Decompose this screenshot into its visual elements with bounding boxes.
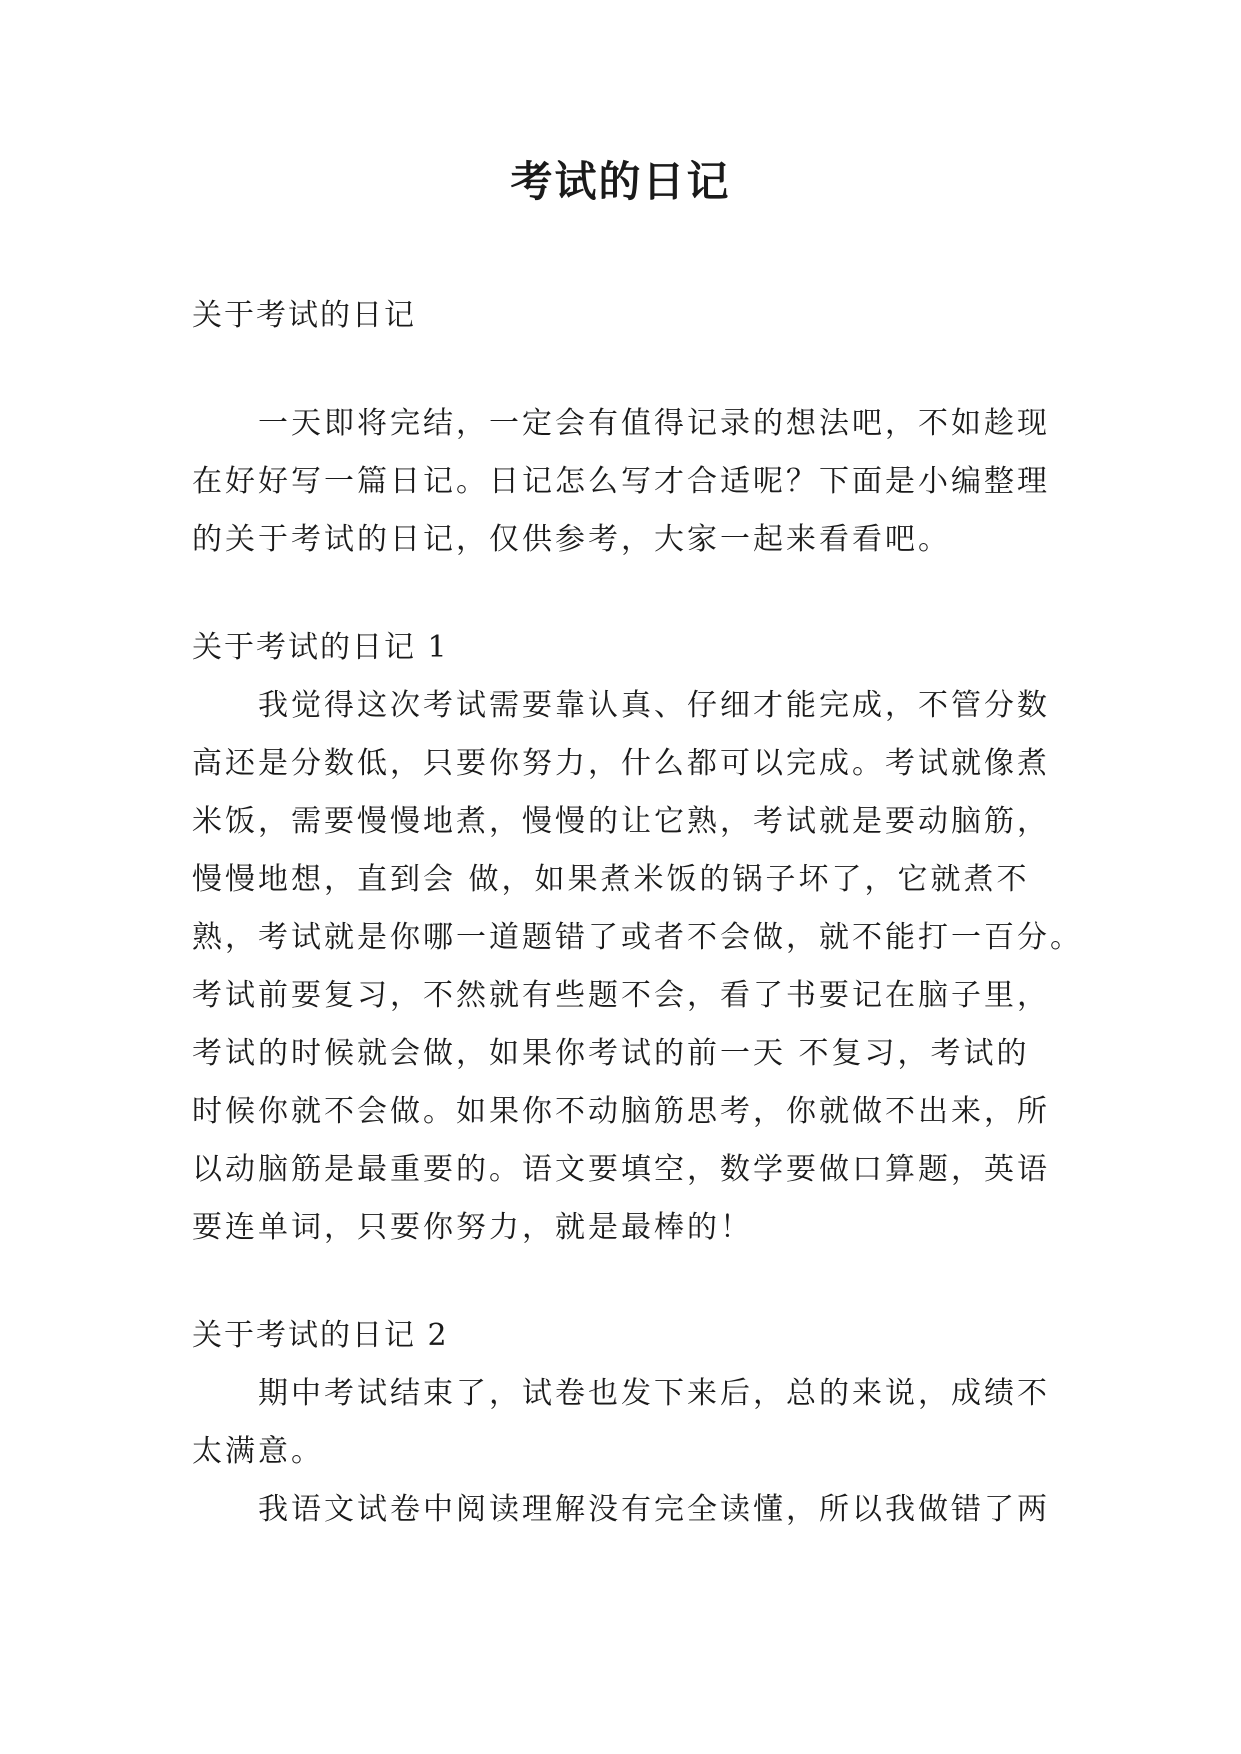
intro-line: 在好好写一篇日记。日记怎么写才合适呢？下面是小编整理 <box>192 464 1050 499</box>
paragraph-line: 米饭，需要慢慢地煮，慢慢的让它熟，考试就是要动脑筋， <box>192 804 1050 839</box>
paragraph-line: 我语文试卷中阅读理解没有完全读懂，所以我做错了两 <box>258 1492 1050 1527</box>
paragraph-line: 考试的时候就会做，如果你考试的前一天 不复习，考试的 <box>192 1036 1030 1071</box>
paragraph-line: 期中考试结束了，试卷也发下来后，总的来说，成绩不 <box>258 1376 1050 1411</box>
paragraph-line: 要连单词，只要你努力，就是最棒的！ <box>192 1210 753 1245</box>
paragraph-line: 考试前要复习，不然就有些题不会，看了书要记在脑子里， <box>192 978 1050 1013</box>
paragraph-line: 熟，考试就是你哪一道题错了或者不会做，就不能打一百分。 <box>192 920 1083 955</box>
intro-line: 一天即将完结，一定会有值得记录的想法吧，不如趁现 <box>258 406 1050 441</box>
paragraph-line: 以动脑筋是最重要的。语文要填空，数学要做口算题，英语 <box>192 1152 1050 1187</box>
document-title: 考试的日记 <box>510 157 731 206</box>
intro-line: 的关于考试的日记，仅供参考，大家一起来看看吧。 <box>192 522 951 557</box>
section-heading-1: 关于考试的日记 1 <box>192 630 449 665</box>
subtitle: 关于考试的日记 <box>192 298 416 333</box>
paragraph-line: 我觉得这次考试需要靠认真、仔细才能完成，不管分数 <box>258 688 1050 723</box>
section-heading-2: 关于考试的日记 2 <box>192 1318 449 1353</box>
paragraph-line: 高还是分数低，只要你努力，什么都可以完成。考试就像煮 <box>192 746 1050 781</box>
paragraph-line: 慢慢地想，直到会 做，如果煮米饭的锅子坏了，它就煮不 <box>192 862 1030 897</box>
paragraph-line: 时候你就不会做。如果你不动脑筋思考，你就做不出来，所 <box>192 1094 1050 1129</box>
paragraph-line: 太满意。 <box>192 1434 324 1469</box>
